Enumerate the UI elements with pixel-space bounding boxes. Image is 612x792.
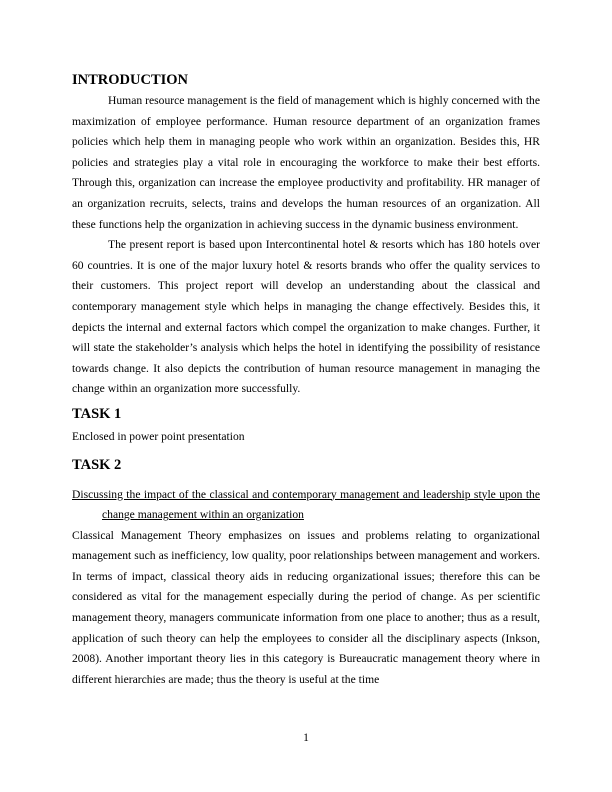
task2-heading: TASK 2 <box>72 456 122 473</box>
introduction-heading: INTRODUCTION <box>72 72 189 88</box>
task2-subheading: Discussing the impact of the classical and contemporary management and leadership style upon the change management within an organization <box>72 487 540 522</box>
page-content <box>72 70 540 690</box>
task1-heading: TASK 1 <box>72 405 122 422</box>
page-number: 1 <box>303 731 309 744</box>
task2-paragraph: Classical Management Theory emphasizes on issues and problems relating to organizational management such as inefficiency, low quality, poor relationships between management and workers. In terms of impact, classical theory aids in reducing organizational issues; therefore this can be considered as vital for the management especially during the period of change. As per scientific management theory, managers communicate information from one place to another; thus as a result, application of such theory can help the employees to consider all the disciplinary aspects (Inkson, 2008). Another important theory lies in this category is Bureaucratic management theory where in different hierarchies are made; thus the theory is useful at the time <box>72 528 540 686</box>
task1-text: Enclosed in power point presentation <box>72 429 245 443</box>
intro-paragraph-2: The present report is based upon Intercontinental hotel & resorts which has 180 hotels over 60 countries. It is one of the major luxury hotel & resorts brands who offer the quality services to their customers. This project report will develop an understanding about the classical and contemporary management style which helps in managing the change effectively. Besides this, it depicts the internal and external factors which compel the organization to make changes. Further, it will state the stakeholder’s analysis which helps the hotel in identifying the possibility of resistance towards change. It also depicts the contribution of human resource management in managing the change within an organization more successfully. <box>72 238 540 396</box>
intro-paragraph-1: Human resource management is the field of management which is highly concerned with the maximization of employee performance. Human resource department of an organization frames policies which help them in managing people who work within an organization. Besides this, HR policies and strategies play a vital role in encouraging the workforce to make their best efforts. Through this, organization can increase the employee productivity and profitability. HR manager of an organization recruits, selects, trains and develops the human resources of an organization. All these functions help the organization in achieving success in the dynamic business environment. <box>72 94 540 231</box>
